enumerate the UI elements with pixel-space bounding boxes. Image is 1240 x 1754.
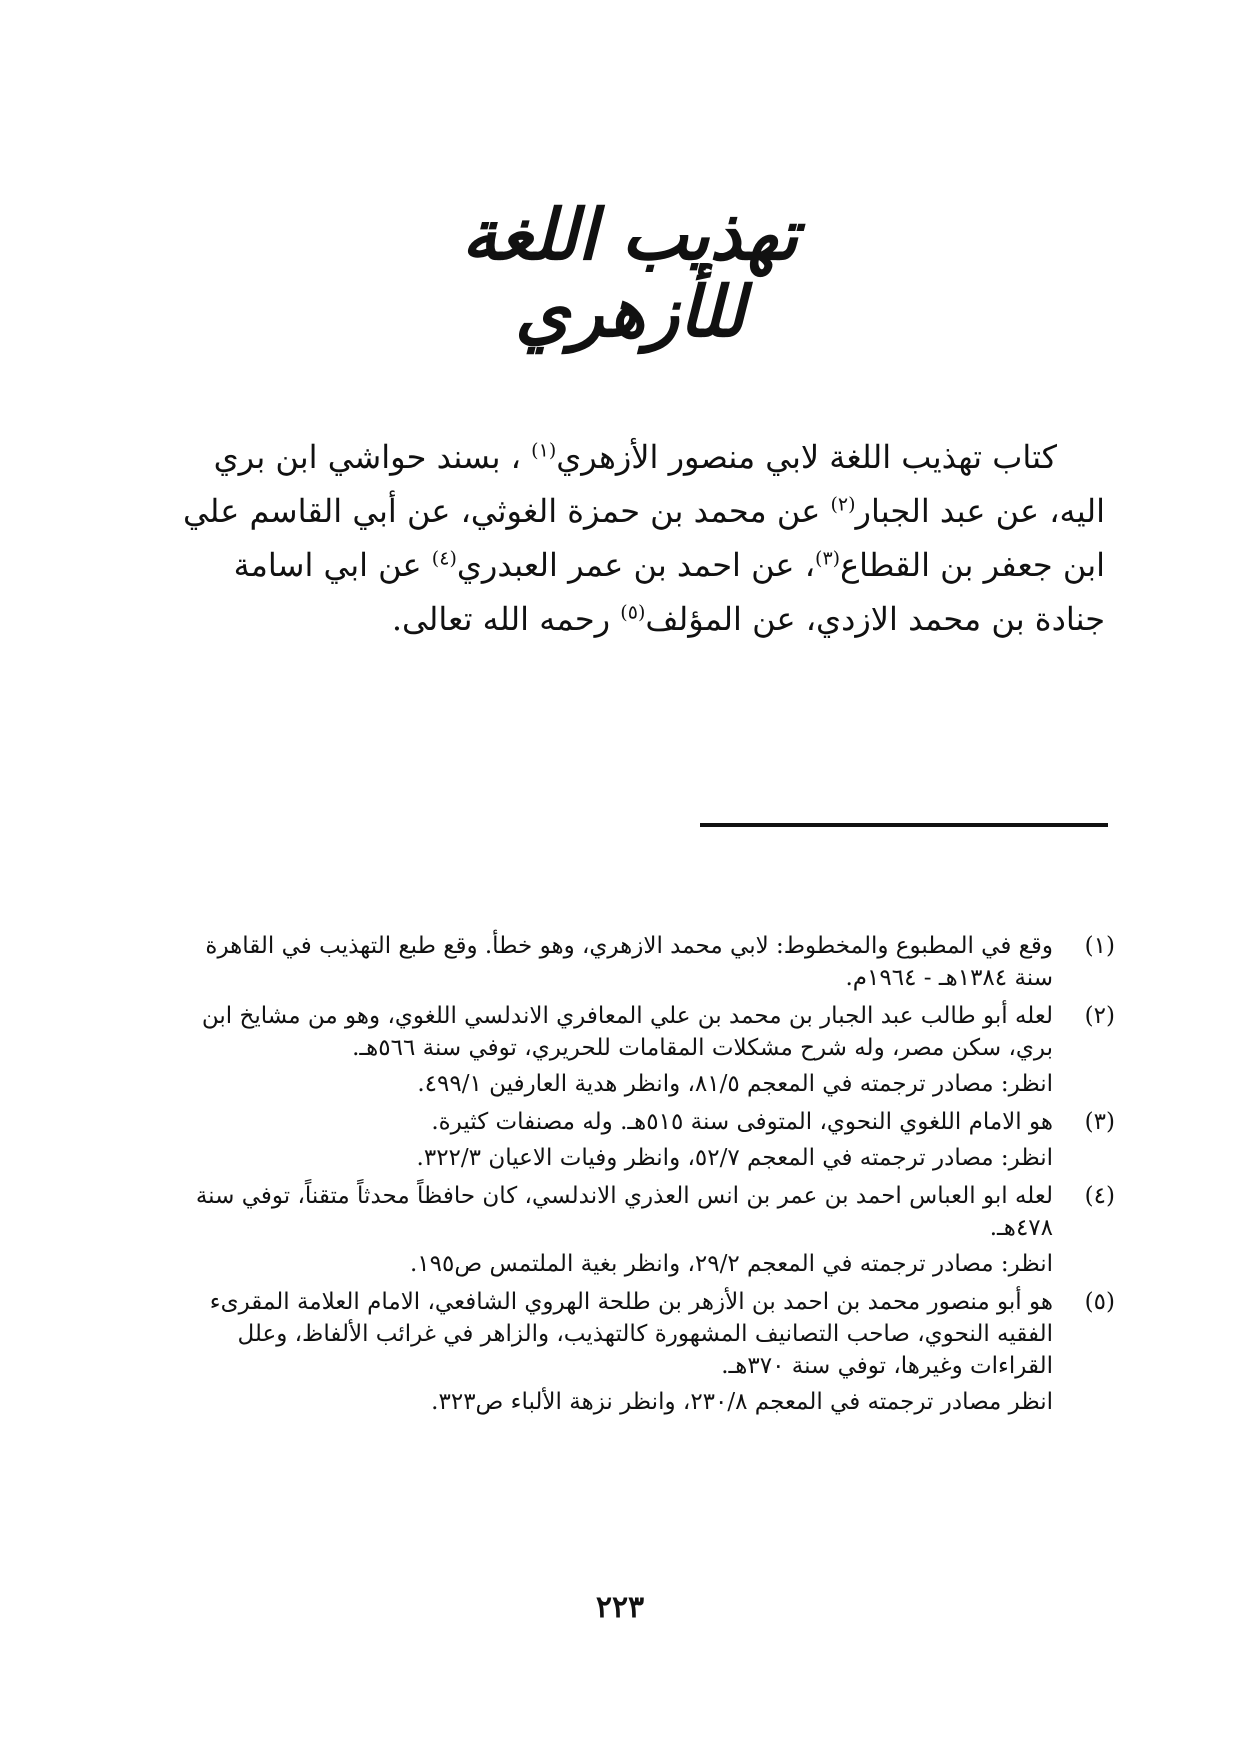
footnote-separator <box>700 823 1108 827</box>
footnote-number: (٥) <box>1084 1289 1115 1315</box>
footnote-ref-2[interactable]: (٢) <box>830 493 856 516</box>
footnote-source: انظر مصادر ترجمته في المعجم ٢٣٠/٨، وانظر نزهة الألباء ص٣٢٣. <box>431 1389 1053 1415</box>
footnote-body <box>185 930 1053 994</box>
footnote-body <box>185 1286 1053 1418</box>
page-title: تهذيب اللغة للأزهري <box>461 193 799 353</box>
intro-text: ، بسند حواشي ابن بري <box>213 438 521 476</box>
footnote-source: انظر: مصادر ترجمته في المعجم ٥٢/٧، وانظر وفيات الاعيان ٣٢٢/٣. <box>416 1145 1053 1171</box>
footnote-body <box>185 1000 1053 1100</box>
intro-line-1 <box>185 430 1105 484</box>
footnote-item <box>185 1180 1115 1280</box>
footnote-number: (٢) <box>1084 1003 1115 1029</box>
intro-text: كتاب تهذيب اللغة لابي منصور الأزهري <box>556 438 1057 476</box>
intro-text: اليه، عن عبد الجبار <box>855 492 1105 530</box>
footnote-ref-5[interactable]: (٥) <box>620 601 646 624</box>
footnote-text: وقع في المطبوع والمخطوط: لابي محمد الازهري، وهو خطأ. وقع طبع التهذيب في القاهرة سنة ١٣٨٤هـ - ١٩٦٤م. <box>205 933 1053 991</box>
footnote-ref-1[interactable]: (١) <box>531 439 557 462</box>
footnote-text: لعله أبو طالب عبد الجبار بن محمد بن علي المعافري الاندلسي اللغوي، وهو من مشايخ ابن بري، سكن مصر، وله شرح مشكلات المقامات للحريري، توفي سنة ٥٦٦هـ. <box>201 1003 1053 1061</box>
intro-paragraph <box>182 430 1105 646</box>
intro-line-2 <box>182 484 1105 538</box>
footnote-body <box>185 1106 1053 1174</box>
footnote-number: (٣) <box>1084 1109 1115 1135</box>
footnote-item <box>185 1106 1115 1174</box>
intro-line-3 <box>185 538 1105 592</box>
footnote-ref-3[interactable]: (٣) <box>815 547 841 570</box>
footnote-number: (١) <box>1084 933 1115 959</box>
footnote-text: هو أبو منصور محمد بن احمد بن الأزهر بن طلحة الهروي الشافعي، الامام العلامة المقرىء الفقيه النحوي، صاحب التصانيف المشهورة كالتهذيب، والزاهر في غرائب الألفاظ، وعلل القراءات وغيرها، توفي سنة ٣٧٠هـ. <box>209 1289 1053 1379</box>
intro-text: جنادة بن محمد الازدي، عن المؤلف <box>645 600 1105 638</box>
intro-text: ، عن احمد بن عمر العبدري <box>456 546 816 584</box>
footnote-source: انظر: مصادر ترجمته في المعجم ٢٩/٢، وانظر بغية الملتمس ص١٩٥. <box>409 1251 1053 1277</box>
page-number: ٢٢٣ <box>595 1590 645 1625</box>
footnote-item <box>185 1000 1115 1100</box>
footnote-text: لعله ابو العباس احمد بن عمر بن انس العذري الاندلسي، كان حافظاً محدثاً متقناً، توفي سنة ٤٧٨هـ. <box>195 1183 1053 1241</box>
footnote-item <box>185 1286 1115 1418</box>
intro-line-4 <box>185 592 1105 646</box>
footnotes <box>185 930 1115 1418</box>
intro-text: ابن جعفر بن القطاع <box>840 546 1105 584</box>
footnote-number: (٤) <box>1084 1183 1115 1209</box>
footnote-ref-4[interactable]: (٤) <box>431 547 457 570</box>
footnote-source: انظر: مصادر ترجمته في المعجم ٨١/٥، وانظر هدية العارفين ٤٩٩/١. <box>417 1071 1053 1097</box>
intro-text: رحمه الله تعالى. <box>391 600 611 638</box>
intro-text: عن محمد بن حمزة الغوثي، عن أبي القاسم علي <box>182 492 821 530</box>
footnote-item <box>185 930 1115 994</box>
footnote-text: هو الامام اللغوي النحوي، المتوفى سنة ٥١٥هـ. وله مصنفات كثيرة. <box>431 1109 1053 1135</box>
footnote-body <box>185 1180 1053 1280</box>
intro-text: عن ابي اسامة <box>233 546 422 584</box>
